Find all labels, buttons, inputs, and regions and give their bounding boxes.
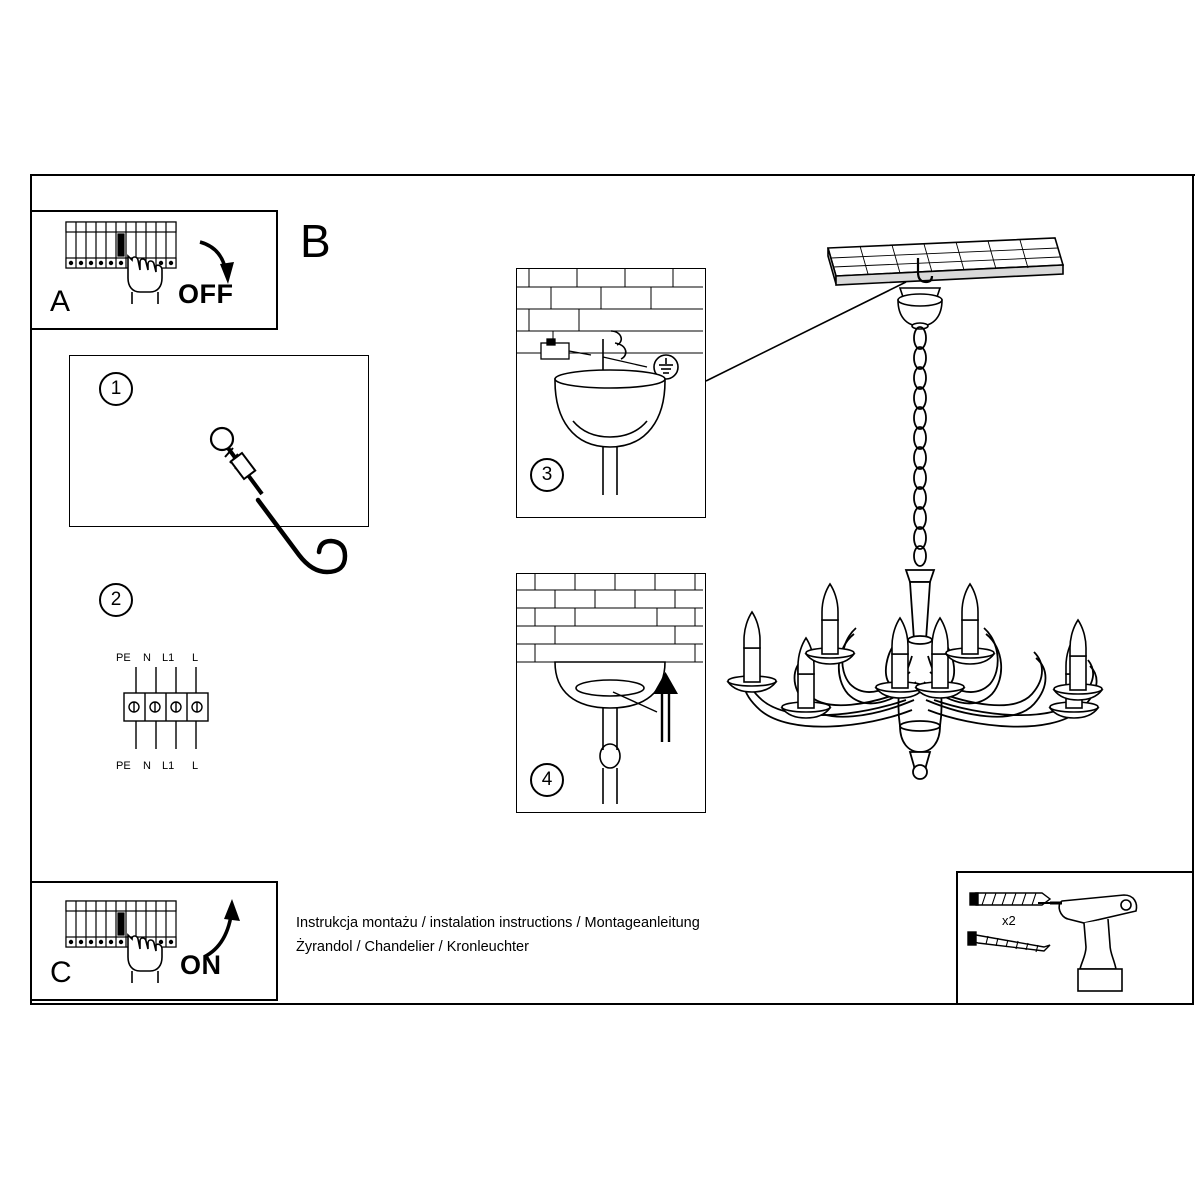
step-2-number: 2 xyxy=(99,583,133,617)
step-3-number: 3 xyxy=(530,458,564,492)
panel-a-state: OFF xyxy=(178,279,234,309)
step-4-number: 4 xyxy=(530,763,564,797)
terminal-bottom-n: N xyxy=(143,760,151,772)
instruction-title-line2: Żyrandol / Chandelier / Kronleuchter xyxy=(296,939,529,955)
panel-c-label: C xyxy=(50,956,72,989)
step-2-graphic xyxy=(110,645,330,775)
terminal-bottom-l1: L1 xyxy=(162,760,175,772)
panel-b-label: B xyxy=(300,215,331,267)
arrow-up-icon xyxy=(204,899,240,957)
step-1-number: 1 xyxy=(99,372,133,406)
panel-c-state: ON xyxy=(180,950,222,980)
ceiling-hook-icon xyxy=(211,428,262,494)
terminal-bottom-l: L xyxy=(192,760,199,772)
terminal-top-n: N xyxy=(143,652,151,664)
ceiling-pattern xyxy=(517,269,703,353)
tools-quantity: x2 xyxy=(1002,913,1016,928)
brick-pattern xyxy=(517,574,703,662)
tools-box xyxy=(956,871,1194,1005)
fuse-box-icon xyxy=(66,901,176,947)
canopy-icon xyxy=(555,370,665,495)
fuse-box-icon xyxy=(66,222,176,268)
terminal-top-l1: L1 xyxy=(162,652,175,664)
panel-a-label: A xyxy=(50,285,71,318)
canopy-chain-icon xyxy=(555,662,665,804)
terminal-bottom-pe: PE xyxy=(116,760,131,772)
screw-icon xyxy=(968,932,1050,952)
terminal-top-pe: PE xyxy=(116,652,131,664)
terminal-top-l: L xyxy=(192,652,199,664)
drill-icon xyxy=(1038,895,1137,991)
terminal-block-icon xyxy=(124,667,208,749)
tools-graphic xyxy=(958,873,1192,1003)
instruction-title-line1: Instrukcja montażu / instalation instructions / Montageanleitung xyxy=(296,915,700,931)
arrow-down-icon xyxy=(200,242,234,284)
